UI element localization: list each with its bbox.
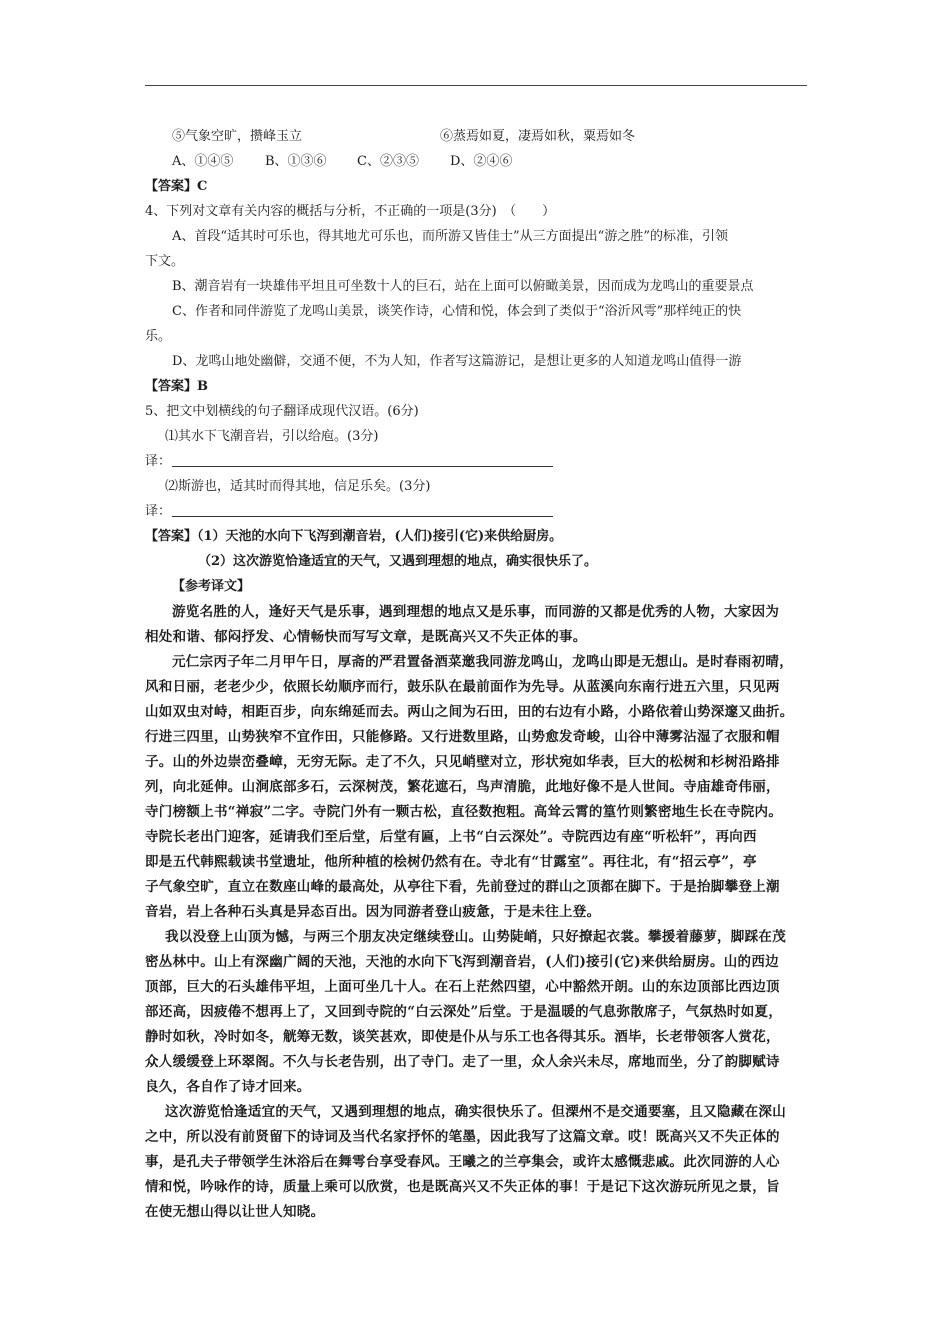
q5-item-2: ⑵斯游也，适其时而得其地，信足乐矣。(3分)	[165, 479, 431, 494]
answer-blank-2[interactable]	[172, 516, 553, 517]
translate-label-1: 译：	[145, 454, 172, 469]
reference-line: 密丛林中。山上有深幽广阔的天池，天池的水向下飞泻到潮音岩，(人们)接引(它)来供给厨房。山的西边	[145, 954, 779, 970]
q4-option-a-line2: 下文。	[145, 254, 185, 269]
reference-line: 情和悦，吟咏作的诗，质量上乘可以欣赏，也是既高兴又不失正体的事！于是记下这次游玩所见之景，旨	[145, 1179, 780, 1195]
reference-line: 即是五代韩熙载读书堂遗址，他所种植的桧树仍然有在。寺北有“甘露室”。再往北，有“招云亭”，亭	[145, 854, 757, 870]
q4-option-a-line1: A、首段“适其时可乐也，得其地尤可乐也，而所游又皆佳士”从三方面提出“游之胜”的标准，引领	[172, 229, 728, 244]
reference-line: 我以没登上山顶为憾，与两三个朋友决定继续登山。山势陡峭，只好撩起衣裳。攀援着藤萝，脚踩在茂	[165, 929, 786, 945]
reference-line: 部还高，因疲倦不想再上了，又回到寺院的“白云深处”后堂。于是温暖的气息弥散席子，气氛热时如夏，	[145, 1004, 783, 1020]
reference-line: 静时如秋，冷时如冬，觥筹无数，谈笑甚欢，即使是仆从与乐工也各得其乐。酒毕，长老带领客人赏花，	[145, 1029, 780, 1045]
reference-line: 音岩，岩上各种石头真是异态百出。因为同游者登山疲惫，于是未往上登。	[145, 904, 601, 920]
reference-line: 顶部，巨大的石头雄伟平坦，上面可坐几十人。在石上茫然四望，心中豁然开朗。山的东边顶部比西边顶	[145, 979, 780, 995]
reference-line: 子。山的外边崇峦叠嶂，无穷无际。走了不久，只见峭壁对立，形状宛如华表，巨大的松树和杉树沿路排	[145, 754, 780, 770]
answer-blank-1[interactable]	[172, 466, 553, 467]
reference-line: 相处和谐、郁闷抒发、心情畅快而写写文章，是既高兴又不失正体的事。	[145, 629, 587, 645]
reference-line: 子气象空旷，直立在数座山峰的最高处，从亭往下看，先前登过的群山之顶都在脚下。于是抬脚攀登上潮	[145, 879, 780, 895]
q4-option-b: B、潮音岩有一块雄伟平坦且可坐数十人的巨石，站在上面可以俯瞰美景，因而成为龙鸣山的重要景点	[172, 279, 754, 294]
header-rule	[145, 85, 807, 86]
reference-line: 行进三四里，山势狭窄不宜作田，只能修路。又行进数里路，山势愈发奇峻，山谷中薄雾沾湿了衣服和帽	[145, 729, 780, 745]
reference-line: 众人缓缓登上环翠阁。不久与长老告别，出了寺门。走了一里，众人余兴未尽，席地而坐，分了韵脚赋诗	[145, 1054, 780, 1070]
question-5-stem: 5、把文中划横线的句子翻译成现代汉语。(6分)	[145, 404, 419, 419]
option-5: ⑤气象空旷，攒峰玉立	[172, 129, 303, 144]
reference-line: 这次游览恰逢适宜的天气，又遇到理想的地点，确实很快乐了。但溧州不是交通要塞，且又隐藏在深山	[165, 1104, 786, 1120]
choice-c: C、②③⑤	[357, 154, 419, 169]
reference-line: 游览名胜的人，逢好天气是乐事，遇到理想的地点又是乐事，而同游的又都是优秀的人物，大家因为	[172, 604, 780, 620]
q4-option-c-line1: C、作者和同伴游览了龙鸣山美景，谈笑作诗，心情和悦，体会到了类似于“浴沂风雩”那样纯正的快	[172, 304, 742, 319]
q5-item-1: ⑴其水下飞潮音岩，引以给庖。(3分)	[165, 429, 379, 444]
reference-title: 【参考译文】	[172, 579, 251, 594]
reference-line: 之中，所以没有前贤留下的诗词及当代名家抒怀的笔墨，因此我写了这篇文章。哎！既高兴又不失正体的	[145, 1129, 780, 1145]
reference-line: 列，向北延伸。山涧底部多石，云深树茂，繁花遮石，鸟声清脆，此地好像不是人世间。寺庙雄奇伟丽，	[145, 779, 780, 795]
translate-label-2: 译：	[145, 504, 172, 519]
answer-q5-line2: （2）这次游览恰逢适宜的天气，又遇到理想的地点，确实很快乐了。	[198, 554, 598, 569]
choice-a: A、①④⑤	[172, 154, 234, 169]
reference-line: 山如双虫对峙，相距百步，向东绵延而去。两山之间为石田，田的右边有小路，小路依着山势深邃又曲折。	[145, 704, 794, 720]
reference-line: 元仁宗丙子年二月甲午日，厚斋的严君置备酒菜邀我同游龙鸣山，龙鸣山即是无想山。是时春雨初晴，	[172, 654, 793, 670]
choice-d: D、②④⑥	[450, 154, 513, 169]
answer-q5-line1: 【答案】（1）天池的水向下飞泻到潮音岩，(人们)接引(它)来供给厨房。	[145, 529, 563, 544]
reference-line: 良久，各自作了诗才回来。	[145, 1079, 311, 1095]
q4-option-d: D、龙鸣山地处幽僻，交通不便，不为人知，作者写这篇游记，是想让更多的人知道龙鸣山值得一游	[172, 354, 742, 369]
reference-line: 风和日丽，老老少少，依照长幼顺序而行，鼓乐队在最前面作为先导。从蓝溪向东南行进五六里，只见两	[145, 679, 780, 695]
question-4-stem: 4、下列对文章有关内容的概括与分析，不正确的一项是(3分) （ ）	[145, 204, 556, 219]
q4-option-c-line2: 乐。	[145, 329, 172, 344]
option-6: ⑥蒸焉如夏，凄焉如秋，粟焉如冬	[440, 129, 636, 144]
answer-q4: 【答案】B	[145, 379, 208, 394]
reference-line: 寺门榜额上书“禅寂”二字。寺院门外有一颗古松，直径数抱粗。高耸云霄的篁竹则繁密地生长在寺院内。	[145, 804, 783, 820]
choice-b: B、①③⑥	[265, 154, 327, 169]
answer-q3: 【答案】C	[145, 179, 208, 194]
reference-line: 在使无想山得以让世人知晓。	[145, 1204, 325, 1220]
reference-line: 事，是孔夫子带领学生沐浴后在舞雩台享受春风。王曦之的兰亭集会，或许太感慨悲戚。此次同游的人心	[145, 1154, 780, 1170]
reference-line: 寺院长老出门迎客，延请我们至后堂，后堂有匾，上书“白云深处”。寺院西边有座“听松轩”，再向西	[145, 829, 757, 845]
